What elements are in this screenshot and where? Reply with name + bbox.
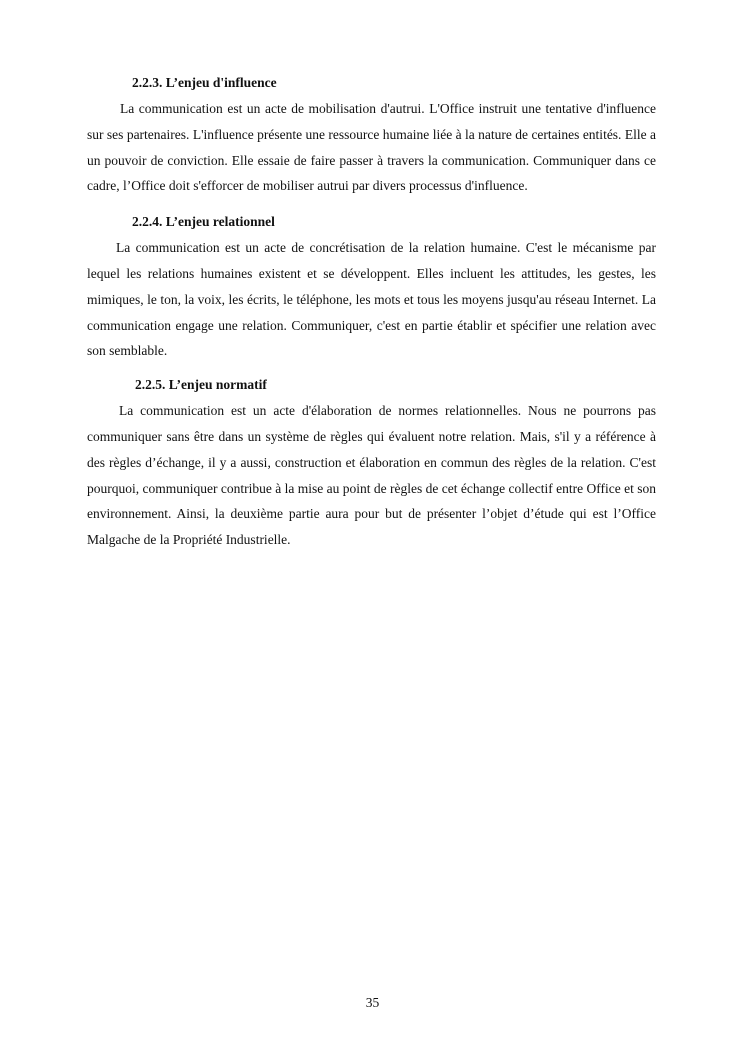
section-heading-normatif: 2.2.5. L’enjeu normatif: [135, 377, 267, 393]
paragraph-influence: La communication est un acte de mobilisation d'autrui. L'Office instruit une tentative d'influence sur ses partenaires. L'influence présente une ressource humaine liée à la nature de certaines entités. Elle a un pouvoir de conviction. Elle essaie de faire passer à travers la communication. Communiquer dans ce cadre, l’Office doit s'efforcer de mobiliser autrui par divers processus d'influence.: [87, 101, 656, 194]
paragraph-relationnel: La communication est un acte de concrétisation de la relation humaine. C'est le mécanisme par lequel les relations humaines existent et se développent. Elles incluent les attitudes, les gestes, les mimiques, le ton, la voix, les écrits, le téléphone, les mots et tous les moyens jusqu'au réseau Internet. La communication engage une relation. Communiquer, c'est en partie établir et spécifier une relation avec son semblable.: [87, 240, 656, 359]
section-heading-relationnel: 2.2.4. L’enjeu relationnel: [132, 214, 275, 230]
spacer: [87, 364, 656, 376]
page-number: 35: [365, 995, 380, 1010]
document-page: [87, 74, 656, 553]
section-heading-influence: 2.2.3. L’enjeu d'influence: [132, 75, 277, 90]
paragraph-normatif: La communication est un acte d'élaboration de normes relationnelles. Nous ne pourrons pas communiquer sans être dans un système de règles qui évaluent notre relation. Mais, s'il y a référence à des règles d’échange, il y a aussi, construction et élaboration en commun des règles de la relation. C'est pourquoi, communiquer contribue à la mise au point de règles de cet échange collectif entre Office et son environnement. Ainsi, la deuxième partie aura pour but de présenter l’objet d’étude qui est l’Office Malgache de la Propriété Industrielle.: [87, 403, 656, 548]
spacer: [87, 199, 656, 213]
